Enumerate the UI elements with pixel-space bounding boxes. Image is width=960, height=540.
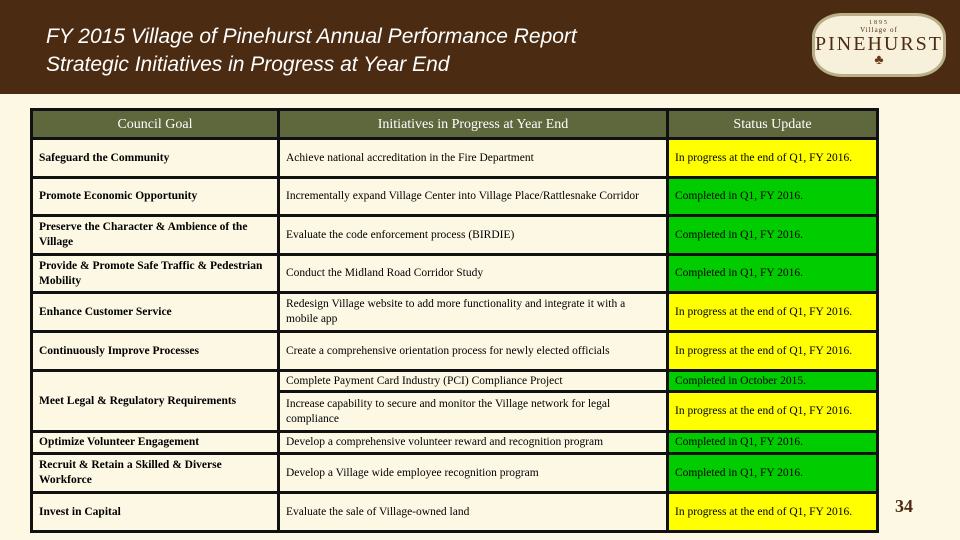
initiative-cell: Evaluate the sale of Village-owned land <box>279 493 668 532</box>
initiative-cell: Complete Payment Card Industry (PCI) Compliance Project <box>279 371 668 392</box>
pinehurst-logo <box>812 13 946 77</box>
status-cell: In progress at the end of Q1, FY 2016. <box>668 392 878 432</box>
council-goal-cell: Optimize Volunteer Engagement <box>32 432 279 454</box>
pine-tree-icon: ♣ <box>874 53 884 68</box>
table-row <box>32 432 878 454</box>
initiative-cell: Conduct the Midland Road Corridor Study <box>279 255 668 293</box>
council-goal-cell: Provide & Promote Safe Traffic & Pedestrian Mobility <box>32 255 279 293</box>
logo-name: PINEHURST <box>815 33 944 55</box>
table-row <box>32 454 878 493</box>
status-cell: Completed in Q1, FY 2016. <box>668 178 878 216</box>
council-goal-cell: Continuously Improve Processes <box>32 332 279 371</box>
status-cell: In progress at the end of Q1, FY 2016. <box>668 493 878 532</box>
table-row <box>32 178 878 216</box>
initiative-cell: Develop a Village wide employee recognition program <box>279 454 668 493</box>
header-banner <box>0 0 960 94</box>
logo-village-of: Village of <box>860 26 898 34</box>
header-status: Status Update <box>668 110 878 139</box>
header-initiatives: Initiatives in Progress at Year End <box>279 110 668 139</box>
initiative-cell: Evaluate the code enforcement process (BIRDIE) <box>279 216 668 255</box>
initiative-cell: Increase capability to secure and monitor the Village network for legal compliance <box>279 392 668 432</box>
council-goal-cell: Meet Legal & Regulatory Requirements <box>32 371 279 432</box>
status-cell: Completed in Q1, FY 2016. <box>668 432 878 454</box>
table-row <box>32 255 878 293</box>
table-row <box>32 216 878 255</box>
page-title <box>46 23 577 79</box>
table-row <box>32 493 878 532</box>
initiative-cell: Redesign Village website to add more functionality and integrate it with a mobile app <box>279 293 668 332</box>
status-cell: Completed in Q1, FY 2016. <box>668 255 878 293</box>
status-cell: In progress at the end of Q1, FY 2016. <box>668 293 878 332</box>
council-goal-cell: Invest in Capital <box>32 493 279 532</box>
council-goal-cell: Promote Economic Opportunity <box>32 178 279 216</box>
table-row <box>32 371 878 392</box>
table-row <box>32 332 878 371</box>
table-row <box>32 293 878 332</box>
council-goal-cell: Preserve the Character & Ambience of the Village <box>32 216 279 255</box>
status-cell: In progress at the end of Q1, FY 2016. <box>668 139 878 178</box>
status-cell: Completed in October 2015. <box>668 371 878 392</box>
council-goal-cell: Enhance Customer Service <box>32 293 279 332</box>
table-header-row <box>32 110 878 139</box>
status-cell: In progress at the end of Q1, FY 2016. <box>668 332 878 371</box>
initiatives-table <box>30 108 879 533</box>
initiative-cell: Create a comprehensive orientation process for newly elected officials <box>279 332 668 371</box>
page-number: 34 <box>895 496 913 516</box>
logo-year: 1895 <box>869 20 889 26</box>
title-line-2: Strategic Initiatives in Progress at Year End <box>46 53 450 76</box>
initiative-cell: Incrementally expand Village Center into Village Place/Rattlesnake Corridor <box>279 178 668 216</box>
council-goal-cell: Recruit & Retain a Skilled & Diverse Workforce <box>32 454 279 493</box>
council-goal-cell: Safeguard the Community <box>32 139 279 178</box>
table-row <box>32 139 878 178</box>
header-council-goal: Council Goal <box>32 110 279 139</box>
status-cell: Completed in Q1, FY 2016. <box>668 454 878 493</box>
status-cell: Completed in Q1, FY 2016. <box>668 216 878 255</box>
initiative-cell: Develop a comprehensive volunteer reward and recognition program <box>279 432 668 454</box>
title-line-1: FY 2015 Village of Pinehurst Annual Performance Report <box>46 25 577 48</box>
initiative-cell: Achieve national accreditation in the Fire Department <box>279 139 668 178</box>
